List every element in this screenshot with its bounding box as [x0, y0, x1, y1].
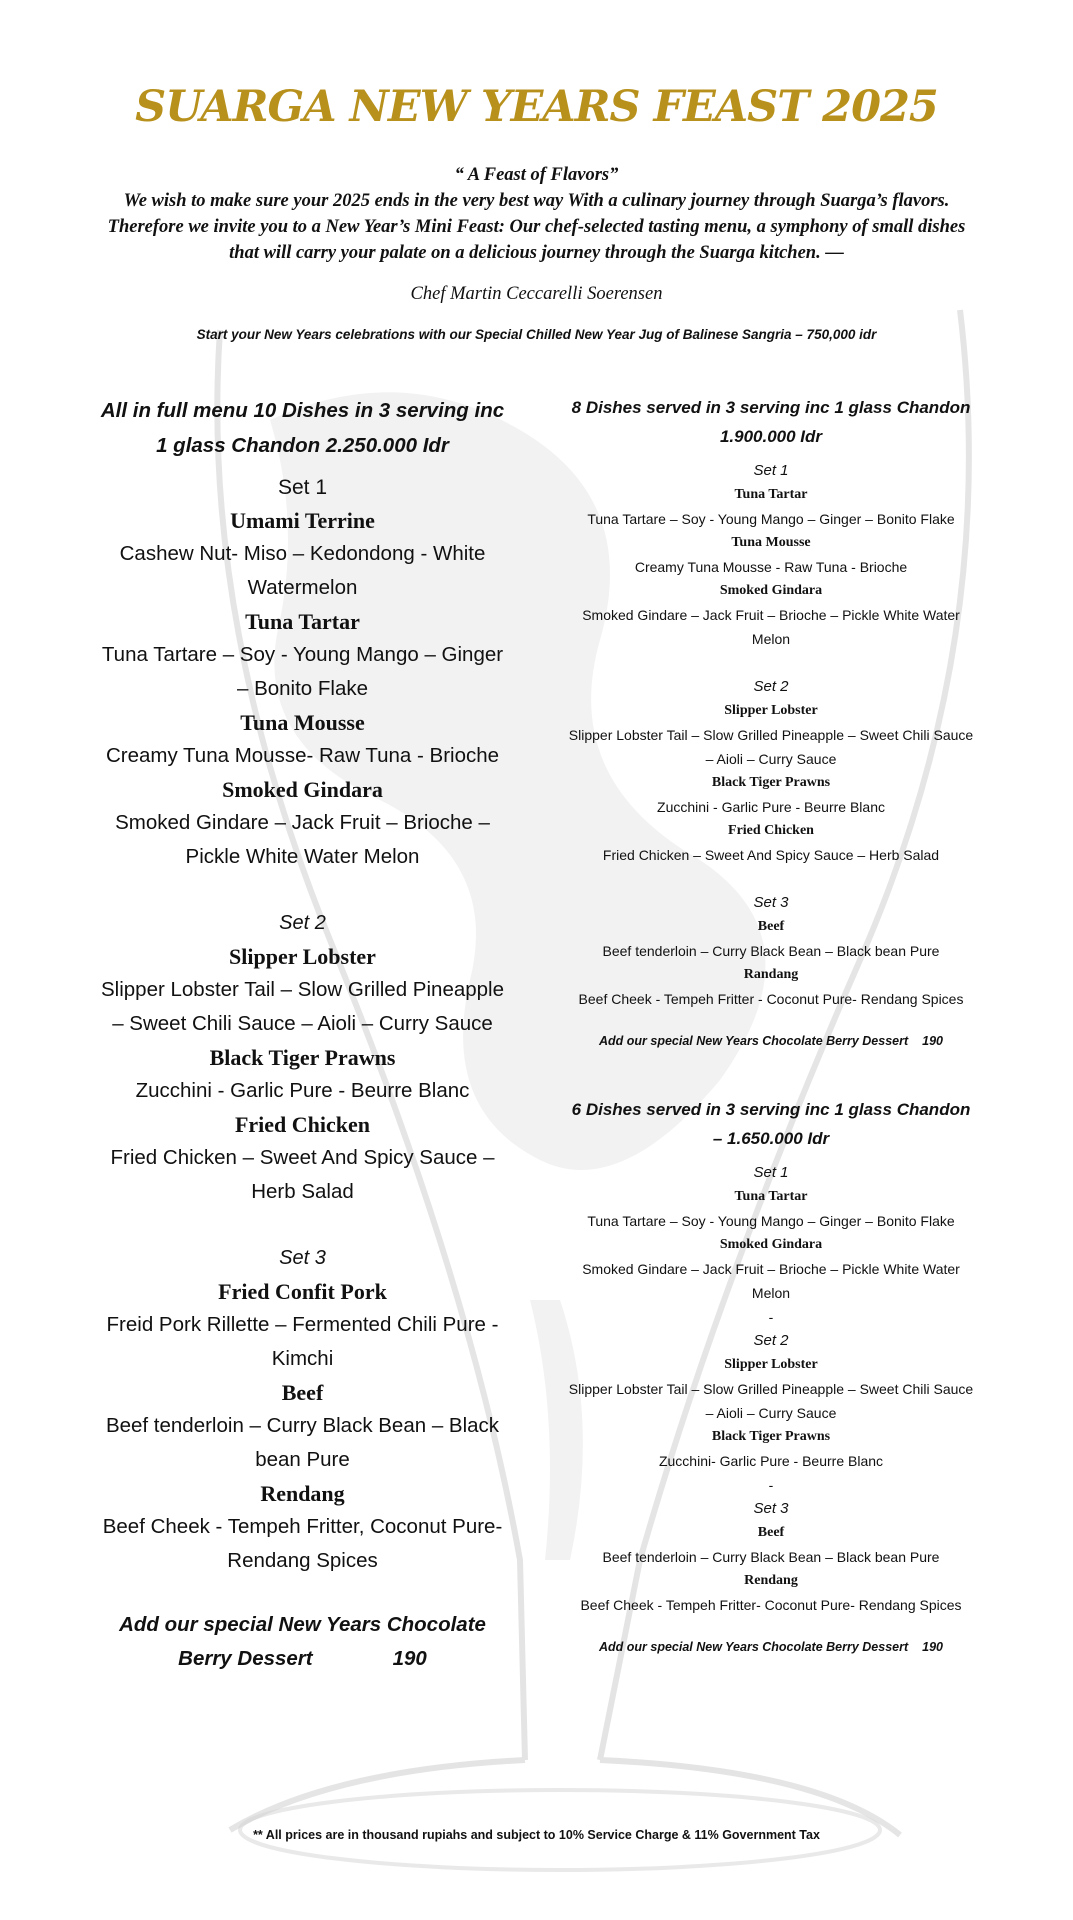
full-menu-column — [95, 393, 510, 1676]
dish-name: Slipper Lobster — [229, 944, 376, 969]
dish-description: Slipper Lobster Tail – Slow Grilled Pineapple – Sweet Chili Sauce – Aioli – Curry Sauce — [568, 727, 974, 767]
dish-description: Beef tenderloin – Curry Black Bean – Black bean Pure — [602, 943, 940, 959]
set-label: Set 1 — [753, 462, 789, 479]
dish-name: Smoked Gindara — [222, 777, 383, 802]
dish-name: Slipper Lobster — [724, 1357, 818, 1372]
dish-name: Umami Terrine — [230, 508, 375, 533]
dish-description: Zucchini - Garlic Pure - Beurre Blanc — [135, 1079, 470, 1102]
dish-name: Beef — [281, 1380, 324, 1405]
sangria-offer: Start your New Years celebrations with our Special Chilled New Year Jug of Balinese Sangria – 750,000 idr — [196, 327, 877, 342]
dessert-addon-price: 190 — [392, 1647, 427, 1670]
chef-name: Chef Martin Ceccarelli Soerensen — [410, 284, 663, 304]
dish-name: Rendang — [260, 1481, 345, 1506]
set-label: Set 3 — [753, 894, 789, 911]
set-separator: - — [768, 1309, 774, 1325]
dish-description: Fried Chicken – Sweet And Spicy Sauce – Herb Salad — [602, 847, 940, 863]
dish-name: Tuna Tartar — [734, 487, 808, 502]
set-label: Set 3 — [753, 1500, 789, 1517]
dish-description: Smoked Gindare – Jack Fruit – Brioche – Pickle White Water Melon — [115, 811, 490, 868]
dish-description: Tuna Tartare – Soy - Young Mango – Ginger – Bonito Flake — [587, 1213, 955, 1229]
set-label: Set 1 — [753, 1164, 789, 1181]
dish-description: Creamy Tuna Mousse - Raw Tuna - Brioche — [634, 559, 908, 575]
dessert-addon-price: 190 — [922, 1640, 943, 1654]
set-separator: - — [768, 1477, 774, 1493]
dish-description: Fried Chicken – Sweet And Spicy Sauce – Herb Salad — [110, 1146, 495, 1203]
dish-description: Slipper Lobster Tail – Slow Grilled Pineapple – Sweet Chili Sauce – Aioli – Curry Sauce — [568, 1381, 974, 1421]
set-label: Set 2 — [279, 912, 326, 934]
dessert-addon — [95, 1608, 510, 1676]
dish-description: Beef tenderloin – Curry Black Bean – Black bean Pure — [602, 1549, 940, 1565]
dish-description: Zucchini - Garlic Pure - Beurre Blanc — [657, 799, 885, 815]
dish-name: Tuna Mousse — [240, 710, 365, 735]
menu-title: SUARGA NEW YEARS FEAST 2025 — [135, 82, 938, 132]
dish-description: Slipper Lobster Tail – Slow Grilled Pineapple – Sweet Chili Sauce – Aioli – Curry Sauce — [100, 978, 504, 1035]
dessert-addon-label: Add our special New Years Chocolate Berry Dessert — [598, 1034, 909, 1048]
dish-description: Cashew Nut- Miso – Kedondong - White Watermelon — [119, 542, 486, 599]
dish-description: Zucchini- Garlic Pure - Beurre Blanc — [658, 1453, 884, 1469]
dish-description: Smoked Gindare – Jack Fruit – Brioche – Pickle White Water Melon — [582, 607, 960, 647]
dish-name: Smoked Gindara — [719, 1237, 823, 1252]
dish-description: Beef Cheek - Tempeh Fritter - Coconut Pure- Rendang Spices — [578, 991, 964, 1007]
dish-description: Beef Cheek - Tempeh Fritter- Coconut Pure- Rendang Spices — [580, 1597, 962, 1613]
intro-text: We wish to make sure your 2025 ends in the very best way With a culinary journey through Suarga’s flavors. Therefore we invite you to a New Year’s Mini Feast: Our chef-selected tasting menu, a symphony of small dishes that will carry your palate on a delicious journey through the Suarga kitchen. — — [107, 191, 966, 263]
dish-name: Black Tiger Prawns — [711, 1429, 831, 1444]
menu-6-heading: 6 Dishes served in 3 serving inc 1 glass Chandon – 1.650.000 Idr — [571, 1100, 971, 1148]
set-label: Set 3 — [279, 1247, 326, 1269]
dish-name: Black Tiger Prawns — [711, 775, 831, 790]
dish-name: Tuna Tartar — [734, 1189, 808, 1204]
menu-6-block — [566, 1095, 976, 1659]
dish-name: Tuna Tartar — [245, 609, 360, 634]
dessert-addon — [566, 1029, 976, 1053]
tagline: “ A Feast of Flavors” — [454, 165, 619, 185]
dessert-addon-price: 190 — [922, 1034, 943, 1048]
dish-name: Fried Confit Pork — [218, 1279, 387, 1304]
price-footnote: ** All prices are in thousand rupiahs and subject to 10% Service Charge & 11% Government Tax — [253, 1828, 820, 1842]
dish-name: Beef — [757, 1525, 785, 1540]
set-label: Set 2 — [753, 678, 789, 695]
dish-description: Creamy Tuna Mousse- Raw Tuna - Brioche — [105, 744, 500, 767]
dessert-addon-label: Add our special New Years Chocolate Berry Dessert — [119, 1613, 486, 1670]
dish-description: Tuna Tartare – Soy - Young Mango – Ginger – Bonito Flake — [587, 511, 955, 527]
dish-description: Freid Pork Rillette – Fermented Chili Pure - Kimchi — [106, 1313, 499, 1370]
dessert-addon — [566, 1635, 976, 1659]
dish-description: Tuna Tartare – Soy - Young Mango – Ginger – Bonito Flake — [101, 643, 504, 700]
dish-name: Tuna Mousse — [731, 535, 811, 550]
dish-description: Smoked Gindare – Jack Fruit – Brioche – Pickle White Water Melon — [582, 1261, 960, 1301]
dessert-addon-label: Add our special New Years Chocolate Berry Dessert — [598, 1640, 909, 1654]
dish-name: Slipper Lobster — [724, 703, 818, 718]
dish-name: Fried Chicken — [234, 1112, 371, 1137]
dish-name: Fried Chicken — [728, 823, 814, 838]
set-menus-column — [566, 393, 976, 1659]
menu-8-block — [566, 393, 976, 1053]
dish-name: Smoked Gindara — [719, 583, 823, 598]
full-menu-heading: All in full menu 10 Dishes in 3 serving inc 1 glass Chandon 2.250.000 Idr — [100, 399, 505, 457]
dish-name: Beef — [757, 919, 785, 934]
set-label: Set 1 — [277, 476, 328, 499]
intro-block — [100, 162, 973, 266]
dish-description: Beef tenderloin – Curry Black Bean – Black bean Pure — [105, 1414, 500, 1471]
set-label: Set 2 — [753, 1332, 789, 1349]
dish-name: Black Tiger Prawns — [209, 1045, 396, 1070]
dish-name: Randang — [743, 967, 799, 982]
menu-8-heading: 8 Dishes served in 3 serving inc 1 glass Chandon 1.900.000 Idr — [571, 398, 971, 446]
dish-name: Rendang — [744, 1573, 798, 1588]
dish-description: Beef Cheek - Tempeh Fritter, Coconut Pure-Rendang Spices — [102, 1515, 503, 1572]
